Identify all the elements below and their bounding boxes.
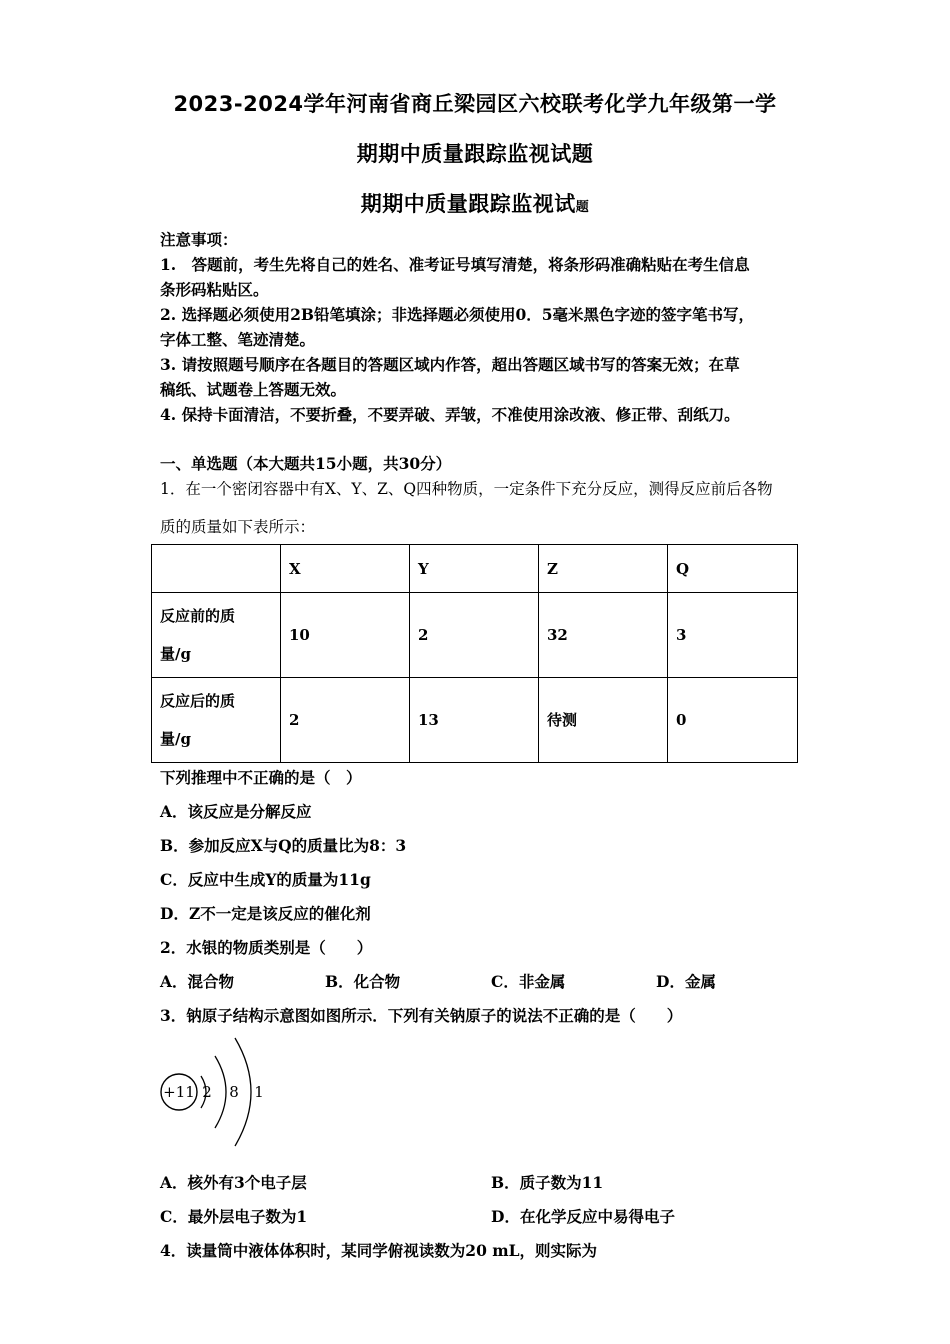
table-cell: 待测: [539, 678, 668, 763]
electron-shell-arc: [215, 1056, 226, 1128]
notice-line: 3. 请按照题号顺序在各题目的答题区域内作答，超出答题区域书写的答案无效；在草: [160, 355, 740, 374]
q2-stem: 2．水银的物质类别是（ ）: [160, 938, 373, 957]
q3-option-b: B．质子数为11: [491, 1173, 604, 1192]
nucleus-charge: +11: [163, 1083, 195, 1101]
table-cell: 3: [668, 593, 798, 678]
table-cell: 0: [668, 678, 798, 763]
notice-line: 条形码粘贴区。: [160, 280, 269, 299]
notice-heading: 注意事项：: [160, 230, 238, 249]
table-cell: 10: [281, 593, 410, 678]
q1-option-d: D．Z不一定是该反应的催化剂: [160, 904, 371, 923]
q1-mass-table: [151, 544, 798, 763]
q2-option-a: A．混合物: [160, 972, 235, 991]
notice-line: 字体工整、笔迹清楚。: [160, 330, 316, 349]
table-header-cell: Y: [410, 545, 539, 593]
q3-option-a: A．核外有3个电子层: [160, 1173, 307, 1192]
table-header-cell: [152, 545, 281, 593]
q1-option-c: C．反应中生成Y的质量为11g: [160, 870, 371, 889]
q1-option-a: A．该反应是分解反应: [160, 802, 312, 821]
q3-option-d: D．在化学反应中易得电子: [491, 1207, 675, 1226]
shell-electron-count: 2: [202, 1083, 212, 1101]
shell-electron-count: 8: [229, 1083, 239, 1101]
table-header-cell: Q: [668, 545, 798, 593]
q2-option-d: D．金属: [656, 972, 716, 991]
q2-option-b: B．化合物: [325, 972, 401, 991]
notice-line: 4. 保持卡面清洁，不要折叠，不要弄破、弄皱，不准使用涂改液、修正带、刮纸刀。: [160, 405, 740, 424]
notice-line: 稿纸、试题卷上答题无效。: [160, 380, 347, 399]
q3-stem: 3．钠原子结构示意图如图所示．下列有关钠原子的说法不正确的是（ ）: [160, 1006, 683, 1025]
section-heading: 一、单选题（本大题共15小题，共30分）: [160, 454, 452, 473]
table-cell: 32: [539, 593, 668, 678]
paper-title-line1: 2023-2024学年河南省商丘梁园区六校联考化学九年级第一学: [173, 92, 777, 116]
sodium-atom-diagram: [155, 1030, 275, 1150]
table-header-cell: Z: [539, 545, 668, 593]
paper-title-line3: 期期中质量跟踪监视试题: [360, 192, 590, 216]
table-cell: 2: [410, 593, 539, 678]
table-row: [152, 593, 798, 678]
q4-stem: 4．读量筒中液体体积时，某同学俯视读数为20 mL，则实际为: [160, 1241, 598, 1260]
table-row: [152, 678, 798, 763]
table-cell: 2: [281, 678, 410, 763]
table-row-label: 反应后的质 量/g: [152, 678, 281, 763]
q1-option-b: B．参加反应X与Q的质量比为8：3: [160, 836, 407, 855]
q2-option-c: C．非金属: [491, 972, 566, 991]
paper-title-line2: 期期中质量跟踪监视试题: [356, 142, 594, 166]
q1-stem-line2: 质的质量如下表所示：: [160, 518, 316, 536]
notice-line: 1. 答题前，考生先将自己的姓名、准考证号填写清楚，将条形码准确粘贴在考生信息: [160, 255, 750, 274]
table-header-row: [152, 545, 798, 593]
shell-electron-count: 1: [254, 1083, 264, 1101]
q1-question: 下列推理中不正确的是（ ）: [160, 768, 362, 787]
notice-line: 2. 选择题必须使用2B铅笔填涂；非选择题必须使用0．5毫米黑色字迹的签字笔书写，: [160, 305, 755, 324]
q1-stem-line1: 1．在一个密闭容器中有X、Y、Z、Q四种物质，一定条件下充分反应，测得反应前后各物: [160, 480, 773, 498]
q3-option-c: C．最外层电子数为1: [160, 1207, 308, 1226]
table-row-label: 反应前的质 量/g: [152, 593, 281, 678]
table-header-cell: X: [281, 545, 410, 593]
table-cell: 13: [410, 678, 539, 763]
